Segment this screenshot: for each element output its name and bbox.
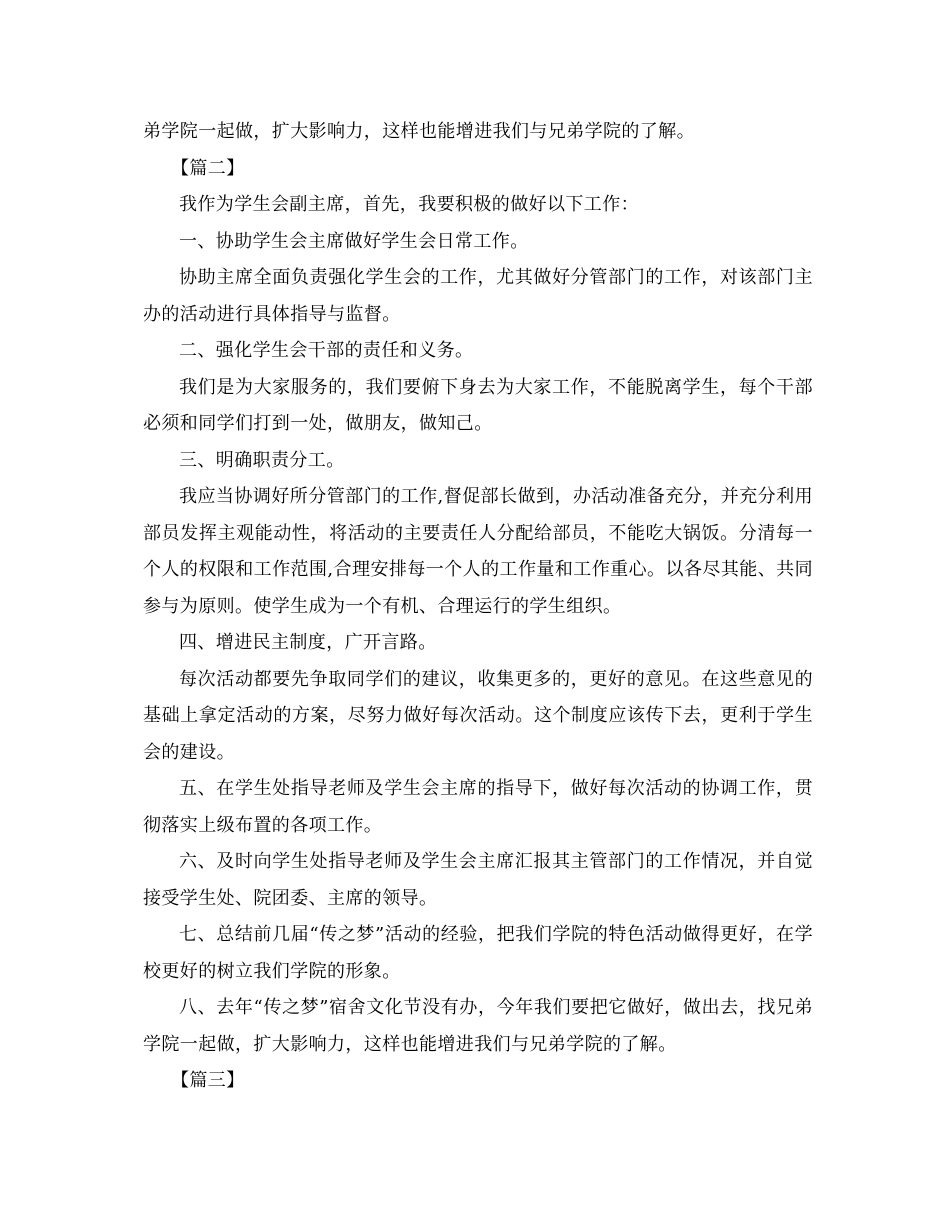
item-body-3: 我应当协调好所分管部门的工作,督促部长做到，办活动准备充分，并充分利用部员发挥主观能动性，将活动的主要责任人分配给部员，不能吃大锅饭。分清每一个人的权限和工作范围,合理安排每一个人的工作量和工作重心。以各尽其能、共同参与为原则。使学生成为一个有机、合理运行的学生组织。	[143, 486, 813, 617]
document-body	[143, 114, 813, 1100]
section-heading-part-three: 【篇三】	[171, 1070, 245, 1091]
item-8: 八、去年“传之梦”宿舍文化节没有办，今年我们要把它做好，做出去，找兄弟学院一起做，扩大影响力，这样也能增进我们与兄弟学院的了解。	[143, 997, 813, 1055]
paragraph-continuation: 弟学院一起做，扩大影响力，这样也能增进我们与兄弟学院的了解。	[143, 121, 695, 142]
item-body-4: 每次活动都要先争取同学们的建议，收集更多的，更好的意见。在这些意见的基础上拿定活动的方案，尽努力做好每次活动。这个制度应该传下去，更利于学生会的建设。	[143, 668, 813, 763]
paragraph-intro: 我作为学生会副主席，首先，我要积极的做好以下工作：	[179, 194, 639, 215]
section-heading-part-two: 【篇二】	[171, 157, 245, 179]
item-heading-3: 三、明确职责分工。	[179, 449, 345, 471]
item-5: 五、在学生处指导老师及学生会主席的指导下，做好每次活动的协调工作，贯彻落实上级布置的各项工作。	[143, 778, 813, 836]
item-7: 七、总结前几届“传之梦”活动的经验，把我们学院的特色活动做得更好，在学校更好的树立我们学院的形象。	[143, 924, 813, 982]
item-heading-4: 四、增进民主制度，广开言路。	[179, 632, 437, 653]
item-heading-1: 一、协助学生会主席做好学生会日常工作。	[179, 230, 529, 252]
item-6: 六、及时向学生处指导老师及学生会主席汇报其主管部门的工作情况，并自觉接受学生处、院团委、主席的领导。	[143, 851, 813, 909]
item-heading-2: 二、强化学生会干部的责任和义务。	[179, 340, 474, 361]
item-body-2: 我们是为大家服务的，我们要俯下身去为大家工作，不能脱离学生，每个干部必须和同学们打到一处，做朋友，做知己。	[143, 376, 813, 434]
item-body-1: 协助主席全面负责强化学生会的工作，尤其做好分管部门的工作，对该部门主办的活动进行具体指导与监督。	[143, 267, 813, 325]
